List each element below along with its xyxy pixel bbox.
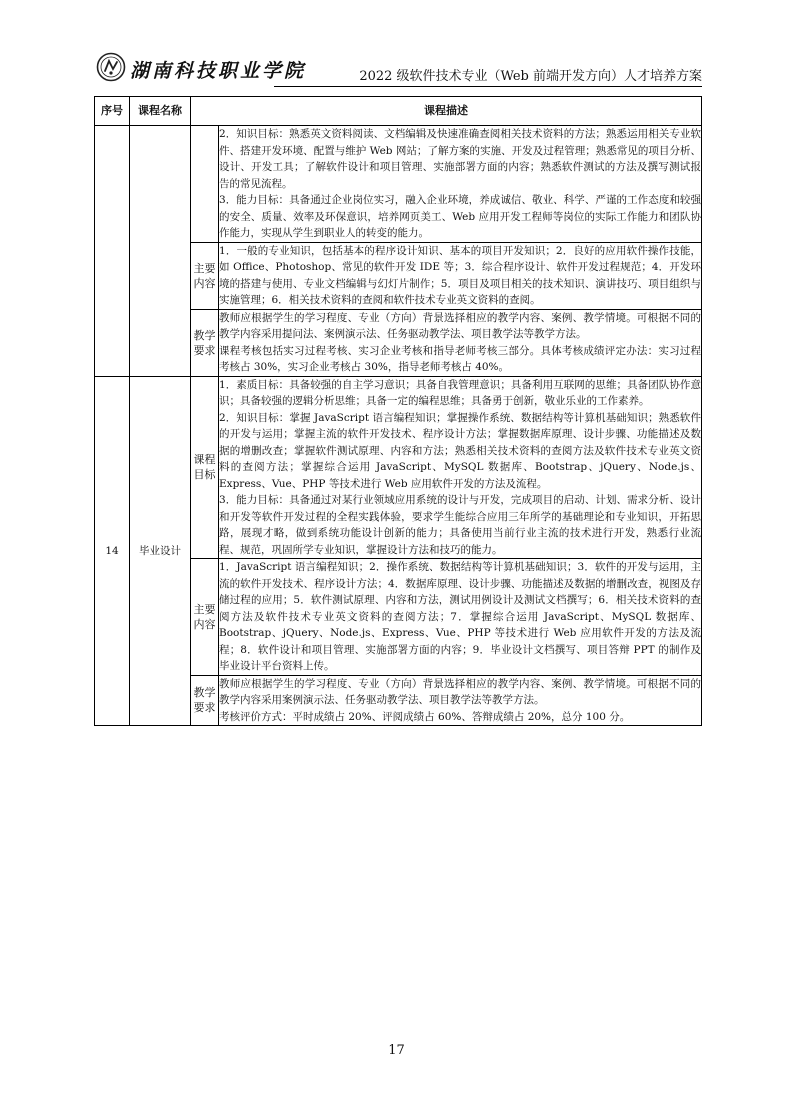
row13-content-cell [219,242,702,309]
school-name: 湖南科技职业学院 [130,60,307,82]
document-title: 2022 级软件技术专业（Web 前端开发方向）人才培养方案 [359,69,702,84]
row14-number: 14 [95,376,130,726]
row13-requirements-label: 教学要求 [191,309,219,376]
table-header-row [95,97,702,126]
requirement-paragraph: 课程考核包括实习过程考核、实习企业考核和指导老师考核三部分。具体考核成绩评定办法：实习过程考核占 30%，实习企业考核占 30%，指导老师考核占 40%。 [219,344,701,373]
column-header-course-name: 课程名称 [130,97,191,126]
header-rule [274,86,702,87]
row13-content-label: 主要内容 [191,242,219,309]
goal-paragraph: 2．知识目标：熟悉英文资料阅读、文档编辑及快速准确查阅相关技术资料的方法；熟悉运用相关专业软件、搭建开发环境、配置与维护 Web 网站；了解方案的实施、开发及过程管理；熟悉常见的项目分析、设计、开发工具；了解软件设计和项目管理、实施部署方面的内容；熟悉软件测试的方法及撰写测试报告的常见流程。 [219,128,701,190]
row14-requirements-label: 教学要求 [191,675,219,726]
goal-paragraph: 3．能力目标：具备通过对某行业领域应用系统的设计与开发，完成项目的启动、计划、需求分析、设计和开发等软件开发过程的全程实践体验，要求学生能综合应用三年所学的基础理论和专业知识，开拓思路，展现才略，做到系统功能设计创新的能力；具备使用当前行业主流的技术进行开发，熟悉行业流程、规范，巩固所学专业知识，掌握设计方法和技巧的能力。 [219,494,701,556]
row14-requirements-cell [219,675,702,726]
content-paragraph: 1．一般的专业知识，包括基本的程序设计知识、基本的项目开发知识；2．良好的应用软件操作技能，如 Office、Photoshop、常见的软件开发 IDE 等；3．综合程序设计、软件开发过程规范；4．开发环境的搭建与使用、专业文档编辑与幻灯片制作；5．项目及项目相关的技术知识、演讲技巧、项目组织与实施管理；6．相关技术资料的查阅和软件技术专业英文资料的查阅。 [219,244,701,306]
row13-requirements-cell [219,309,702,376]
row14-content-label: 主要内容 [191,559,219,676]
row14-goals-cell [219,376,702,559]
column-header-number: 序号 [95,97,130,126]
table-row [95,376,702,559]
requirement-paragraph: 教师应根据学生的学习程度、专业（方向）背景选择相应的教学内容、案例、教学情境。可根据不同的教学内容采用提问法、案例演示法、任务驱动教学法、项目教学法等教学方法。 [219,311,701,340]
table-row [95,126,702,243]
requirement-paragraph: 考核评价方式：平时成绩占 20%、评阅成绩占 60%、答辩成绩占 20%，总分 100 分。 [219,710,631,723]
row14-course-name: 毕业设计 [130,376,191,726]
college-seal-icon [96,52,126,82]
column-header-description: 课程描述 [191,97,702,126]
row13-number-cell [95,126,130,377]
page-number: 17 [388,1043,405,1058]
row13-goals-label-cell [191,126,219,243]
page-header [94,46,702,88]
goal-paragraph: 2．知识目标：掌握 JavaScript 语言编程知识；掌握操作系统、数据结构等计算机基础知识；熟悉软件的开发与运用；掌握主流的软件开发技术、程序设计方法；掌握数据库原理、设计步骤、功能描述及数据的增删改查；掌握软件测试原理、内容和方法；熟悉相关技术资料的查阅方法及软件技术专业英文资料的查阅方法；掌握综合运用 JavaScript、MySQL 数据库、Bootstrap、jQuery、Node.js、Express、Vue、PHP 等技术进行 Web 应用软件开发的方法及流程。 [219,411,701,490]
content-paragraph: 1．JavaScript 语言编程知识；2．操作系统、数据结构等计算机基础知识；3．软件的开发与运用，主流的软件开发技术、程序设计方法；4．数据库原理、设计步骤、功能描述及数据的增删改查，视图及存储过程的应用；5．软件测试原理、内容和方法，测试用例设计及测试文档撰写；6．相关技术资料的查阅方法及软件技术专业英文资料的查阅方法；7．掌握综合运用 JavaScript、MySQL 数据库、Bootstrap、jQuery、Node.js、Express、Vue、PHP 等技术进行 Web 应用软件开发的方法及流程；8．软件设计和项目管理、实施部署方面的内容；9．毕业设计文档撰写、项目答辩 PPT 的制作及毕业设计平台资料上传。 [219,561,701,672]
goal-paragraph: 3．能力目标：具备通过企业岗位实习，融入企业环境，养成诚信、敬业、科学、严谨的工作态度和较强的安全、质量、效率及环保意识，培养网页美工、Web 应用开发工程师等岗位的实际工作能力和团队协作能力，实现从学生到职业人的转变的能力。 [219,194,701,239]
row13-name-cell [130,126,191,377]
row14-goals-label: 课程目标 [191,376,219,559]
requirement-paragraph: 教师应根据学生的学习程度、专业（方向）背景选择相应的教学内容、案例、教学情境。可根据不同的教学内容采用案例演示法、任务驱动教学法、项目教学法等教学方法。 [219,677,701,706]
course-table [94,96,702,726]
row13-goals-cell [219,126,702,243]
goal-paragraph: 1．素质目标：具备较强的自主学习意识；具备自我管理意识；具备利用互联网的思维；具备团队协作意识；具备较强的逻辑分析思维；具备一定的编程思维；具备勇于创新，敬业乐业的工作素养。 [219,378,701,407]
row14-content-cell [219,559,702,676]
